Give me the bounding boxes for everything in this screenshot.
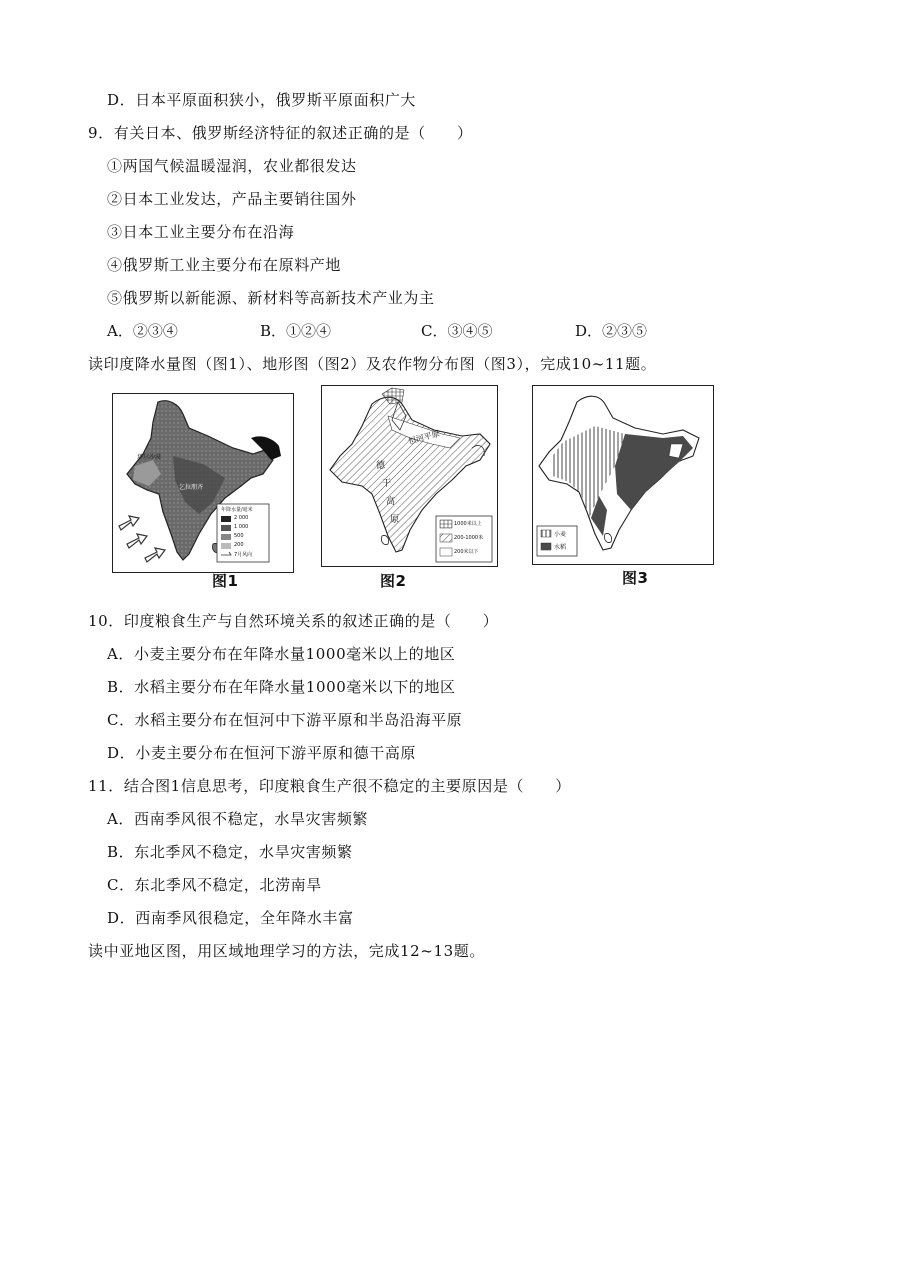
figure-1-precipitation-map — [112, 393, 294, 573]
figure-1-caption: 图1 — [212, 572, 239, 590]
q11-option-d[interactable]: D．西南季风很稳定，全年降水丰富 — [107, 909, 354, 927]
q9-statement-2: ②日本工业发达，产品主要销往国外 — [107, 190, 357, 208]
q9-option-a[interactable]: A．②③④ — [107, 322, 178, 340]
figure-3-crop-map — [532, 385, 714, 565]
fig2-legend-item-2: 200-1000米 — [454, 535, 484, 541]
q10-option-a[interactable]: A．小麦主要分布在年降水量1000毫米以上的地区 — [107, 645, 456, 663]
q9-option-b[interactable]: B．①②④ — [260, 322, 332, 340]
q10-option-c[interactable]: C．水稻主要分布在恒河中下游平原和半岛沿海平原 — [107, 711, 463, 729]
figure-2-caption: 图2 — [380, 572, 407, 590]
q11-stem: 11．结合图1信息思考，印度粮食生产很不稳定的主要原因是（ ） — [88, 777, 571, 795]
fig3-legend-rice: 水稻 — [554, 544, 567, 551]
fig3-legend-wheat: 小麦 — [554, 531, 567, 538]
fig1-legend-item-4: 200 — [234, 542, 244, 548]
q10-stem: 10．印度粮食生产与自然环境关系的叙述正确的是（ ） — [88, 612, 499, 630]
q9-statement-5: ⑤俄罗斯以新能源、新材料等高新技术产业为主 — [107, 289, 435, 307]
q9-statement-4: ④俄罗斯工业主要分布在原料产地 — [107, 256, 342, 274]
q9-stem: 9．有关日本、俄罗斯经济特征的叙述正确的是（ ） — [88, 124, 473, 142]
q9-statement-1: ①两国气候温暖湿润，农业都很发达 — [107, 157, 357, 175]
q11-option-c[interactable]: C．东北季风不稳定，北涝南旱 — [107, 876, 322, 894]
q11-option-a[interactable]: A．西南季风很不稳定，水旱灾害频繁 — [107, 810, 369, 828]
label-deccan-1: 德 — [376, 461, 386, 471]
fig2-legend-item-1: 1000米以上 — [454, 521, 482, 527]
intro-12-13: 读中亚地区图，用区域地理学习的方法，完成12~13题。 — [88, 942, 485, 960]
figure-3-caption: 图3 — [622, 569, 649, 587]
figure-2-terrain-map — [321, 385, 498, 567]
intro-10-11: 读印度降水量图（图1）、地形图（图2）及农作物分布图（图3），完成10~11题。 — [88, 355, 657, 373]
q10-option-d[interactable]: D．小麦主要分布在恒河下游平原和德干高原 — [107, 744, 417, 762]
q9-option-c[interactable]: C．③④⑤ — [421, 322, 493, 340]
label-cherrapunji: 乞拉朋齐 — [179, 484, 204, 491]
label-ganges-plain: 恒河平原 — [407, 429, 441, 446]
fig1-legend-wind: 7月风向 — [234, 552, 253, 558]
label-deccan-2: 干 — [382, 479, 392, 489]
q9-statement-3: ③日本工业主要分布在沿海 — [107, 223, 295, 241]
label-deccan-4: 原 — [390, 515, 400, 525]
q11-option-b[interactable]: B．东北季风不稳定，水旱灾害频繁 — [107, 843, 353, 861]
label-deccan-3: 高 — [386, 497, 396, 507]
q9-option-d[interactable]: D．②③⑤ — [575, 322, 648, 340]
label-thar-desert: 塔尔沙漠 — [137, 454, 162, 461]
fig1-legend-item-3: 500 — [234, 533, 244, 539]
fig2-legend-item-3: 200米以下 — [454, 549, 479, 555]
fig1-legend-title: 年降水量/毫米 — [221, 507, 253, 513]
fig1-legend-item-1: 2 000 — [234, 515, 249, 521]
fig1-legend-item-2: 1 000 — [234, 524, 249, 530]
q8-option-d: D．日本平原面积狭小，俄罗斯平原面积广大 — [107, 91, 417, 109]
q10-option-b[interactable]: B．水稻主要分布在年降水量1000毫米以下的地区 — [107, 678, 456, 696]
